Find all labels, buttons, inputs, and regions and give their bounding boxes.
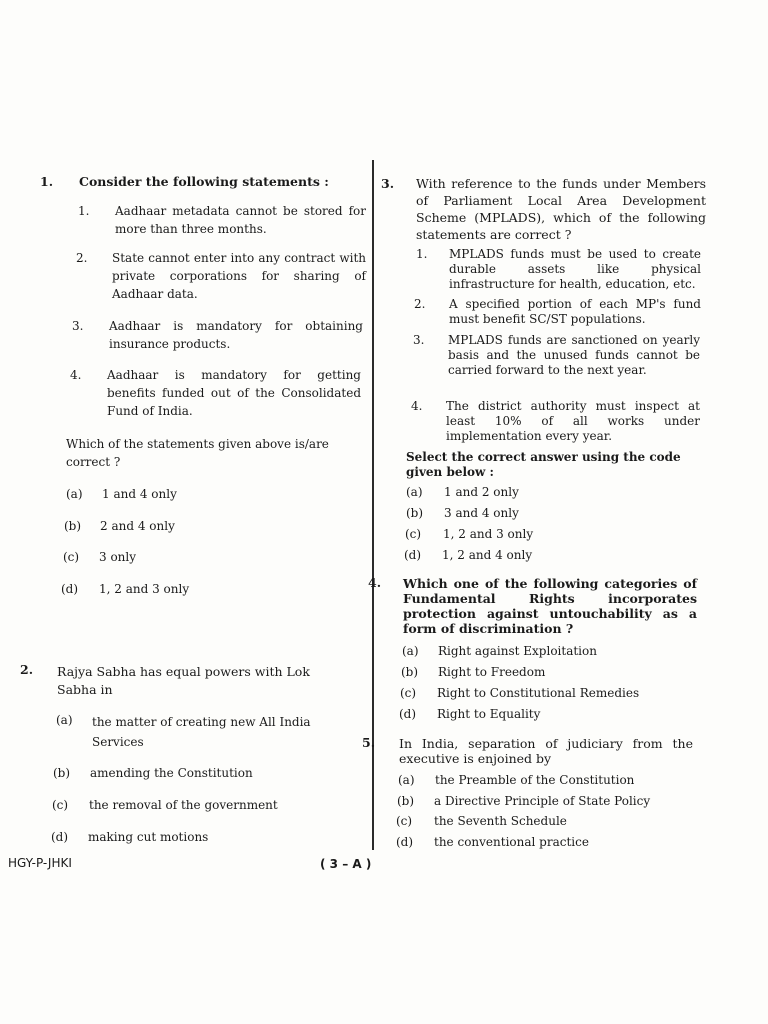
statement-text: Aadhaar metadata cannot be stored for more than three months.: [115, 204, 366, 236]
option-text: 3 only: [99, 550, 137, 564]
question-number: 3.: [381, 176, 395, 191]
question-number: 1.: [40, 174, 54, 189]
option-text: 3 and 4 only: [444, 506, 519, 520]
question-number: 5.: [362, 735, 376, 750]
option-label: (a): [66, 487, 83, 501]
option-label: (d): [399, 707, 417, 721]
option-text: Right to Freedom: [438, 665, 546, 679]
option-text: Right to Constitutional Remedies: [437, 686, 640, 700]
statement-number: 3.: [72, 319, 84, 333]
option-text: 1 and 4 only: [102, 487, 177, 501]
question-prompt: Select the correct answer using the code given below :: [406, 450, 681, 479]
statement-text: The district authority must inspect at least 10% of all works under implementation every year.: [446, 399, 700, 443]
option-text: 2 and 4 only: [100, 519, 175, 533]
question-number: 2.: [20, 662, 34, 677]
option-label: (c): [396, 814, 413, 828]
statement-number: 2.: [414, 297, 426, 311]
option-label: (d): [404, 548, 422, 562]
option-text: amending the Constitution: [90, 766, 253, 780]
question-text: With reference to the funds under Members of Parliament Local Area Development Scheme (MPLADS), which of the following statements are correct ?: [416, 176, 706, 242]
page-number: ( 3 – A ): [320, 857, 372, 871]
option-label: (c): [63, 550, 80, 564]
option-label: (d): [396, 835, 414, 849]
option-text: a Directive Principle of State Policy: [434, 794, 651, 808]
option-text: 1 and 2 only: [444, 485, 519, 499]
statement-text: MPLADS funds must be used to create durable assets like physical infrastructure for health, education, etc.: [449, 247, 701, 291]
option-text: 1, 2 and 4 only: [442, 548, 533, 562]
option-label: (a): [398, 773, 415, 787]
option-text: making cut motions: [88, 830, 209, 844]
statement-text: Aadhaar is mandatory for getting benefits funded out of the Consolidated Fund of India.: [107, 368, 361, 418]
statement-text: Aadhaar is mandatory for obtaining insurance products.: [109, 319, 363, 351]
option-text: Right against Exploitation: [438, 644, 597, 658]
option-text: 1, 2 and 3 only: [443, 527, 534, 541]
option-label: (b): [401, 665, 419, 679]
option-label: (a): [56, 713, 73, 727]
option-text: the matter of creating new All India Services: [92, 715, 311, 749]
option-text: the removal of the government: [89, 798, 278, 812]
option-text: the Preamble of the Constitution: [435, 773, 635, 787]
option-text: the Seventh Schedule: [434, 814, 567, 828]
option-text: 1, 2 and 3 only: [99, 582, 190, 596]
option-label: (b): [397, 794, 415, 808]
question-text: Which one of the following categories of Fundamental Rights incorporates protection against untouchability as a form of discrimination ?: [403, 576, 697, 636]
statement-number: 2.: [76, 251, 88, 265]
option-label: (b): [406, 506, 424, 520]
statement-number: 1.: [78, 204, 90, 218]
option-label: (b): [64, 519, 82, 533]
statement-text: A specified portion of each MP's fund must benefit SC/ST populations.: [449, 297, 701, 326]
question-text: Rajya Sabha has equal powers with Lok Sabha in: [57, 664, 310, 697]
statement-text: State cannot enter into any contract with private corporations for sharing of Aadhaar data.: [112, 251, 366, 301]
question-text: Consider the following statements :: [79, 174, 329, 189]
option-label: (c): [405, 527, 422, 541]
paper-code: HGY-P-JHKI: [8, 856, 72, 870]
option-label: (d): [51, 830, 69, 844]
statement-number: 1.: [416, 247, 428, 261]
option-label: (c): [52, 798, 69, 812]
statement-number: 4.: [411, 399, 423, 413]
option-label: (a): [406, 485, 423, 499]
option-label: (d): [61, 582, 79, 596]
option-label: (b): [53, 766, 71, 780]
question-prompt: Which of the statements given above is/are correct ?: [66, 437, 329, 469]
option-text: the conventional practice: [434, 835, 589, 849]
statement-number: 3.: [413, 333, 425, 347]
statement-text: MPLADS funds are sanctioned on yearly basis and the unused funds cannot be carried forward to the next year.: [448, 333, 700, 377]
question-number: 4.: [368, 575, 382, 590]
statement-number: 4.: [70, 368, 82, 382]
option-label: (c): [400, 686, 417, 700]
option-label: (a): [402, 644, 419, 658]
question-text: In India, separation of judiciary from the executive is enjoined by: [399, 736, 693, 766]
option-text: Right to Equality: [437, 707, 541, 721]
